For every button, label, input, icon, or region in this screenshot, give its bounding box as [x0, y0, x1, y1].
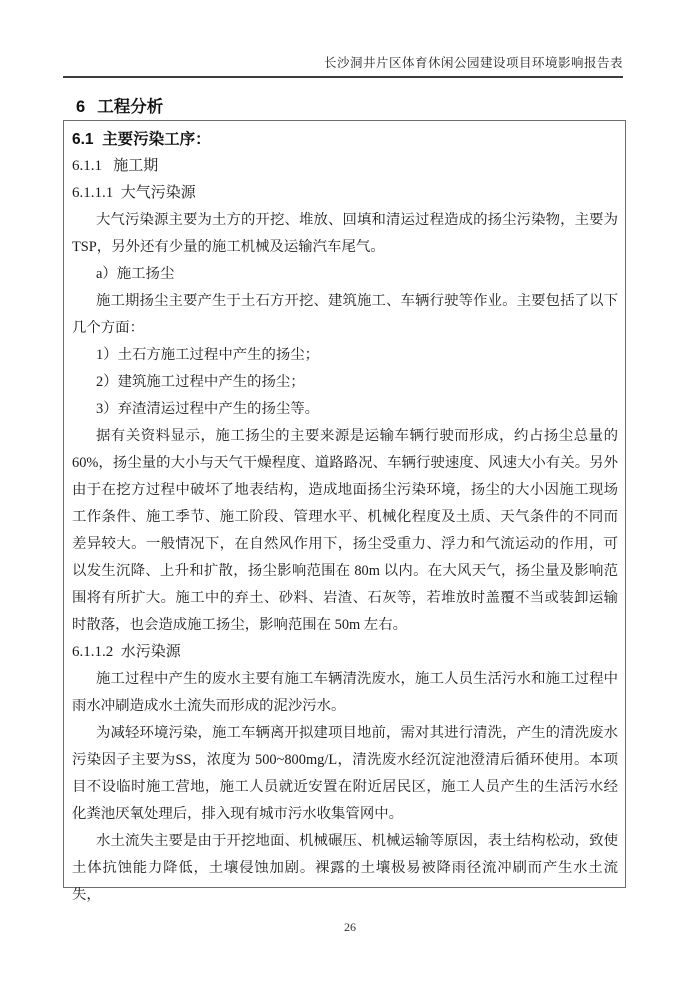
list-item-2: 2）建筑施工过程中产生的扬尘；: [96, 374, 305, 390]
subheading-6-1-1-1: 6.1.1.1 大气污染源: [72, 185, 196, 201]
list-item-a: a）施工扬尘: [96, 266, 175, 282]
paragraph: 施工过程中产生的废水主要有施工车辆清洗废水，施工人员生活污水和施工过程中雨水冲刷造成水土流失而形成的泥沙污水。: [72, 671, 618, 714]
header-title: 长沙洞井片区体育休闲公园建设项目环境影响报告表: [323, 56, 623, 70]
section-title: 工程分析: [97, 98, 164, 116]
page-number: 26: [344, 920, 356, 934]
paragraph: 据有关资料显示，施工扬尘的主要来源是运输车辆行驶而形成，约占扬尘总量的60%，扬尘量的大小与天气干燥程度、道路路况、车辆行驶速度、风速大小有关。另外由于在挖方过程中破坏了地表结构，造成地面扬尘污染环境，扬尘的大小因施工现场工作条件、施工季节、施工阶段、管理水平、机械化程度及土质、天气条件的不同而差异较大。一般情况下，在自然风作用下，扬尘受重力、浮力和气流运动的作用，可以发生沉降、上升和扩散，扬尘影响范围在 80m 以内。在大风天气，扬尘量及影响范围将有所扩大。施工中的弃土、砂料、岩渣、石灰等，若堆放时盖覆不当或装卸运输时散落，也会造成施工扬尘，影响范围在 50m 左右。: [72, 428, 618, 633]
content-box: [63, 120, 626, 903]
paragraph: 水土流失主要是由于开挖地面、机械碾压、机械运输等原因，表土结构松动，致使土体抗蚀能力降低，土壤侵蚀加剧。裸露的土壤极易被降雨径流冲刷而产生水土流失，: [72, 833, 618, 903]
box-heading: 6.1 主要污染工序：: [72, 131, 211, 148]
section-heading: [76, 93, 163, 117]
list-item-3: 3）弃渣清运过程中产生的扬尘等。: [96, 401, 320, 417]
paragraph: 为减轻环境污染，施工车辆离开拟建项目地前，需对其进行清洗，产生的清洗废水污染因子主要为SS，浓度为 500~800mg/L，清洗废水经沉淀池澄清后循环使用。本项目不设临时施工营地，施工人员就近安置在附近居民区，施工人员产生的生活污水经化粪池厌氧处理后，排入现有城市污水收集管网中。: [72, 725, 618, 822]
paragraph: 大气污染源主要为土方的开挖、堆放、回填和清运过程造成的扬尘污染物，主要为TSP，另外还有少量的施工机械及运输汽车尾气。: [72, 212, 618, 255]
subheading-6-1-1: 6.1.1 施工期: [72, 158, 159, 174]
header-rule-divider: [63, 76, 623, 78]
section-number: 6: [76, 98, 86, 116]
paragraph: 施工期扬尘主要产生于土石方开挖、建筑施工、车辆行驶等作业。主要包括了以下几个方面：: [72, 293, 618, 336]
subheading-6-1-1-2: 6.1.1.2 水污染源: [72, 644, 181, 660]
list-item-1: 1）土石方施工过程中产生的扬尘；: [96, 347, 320, 363]
